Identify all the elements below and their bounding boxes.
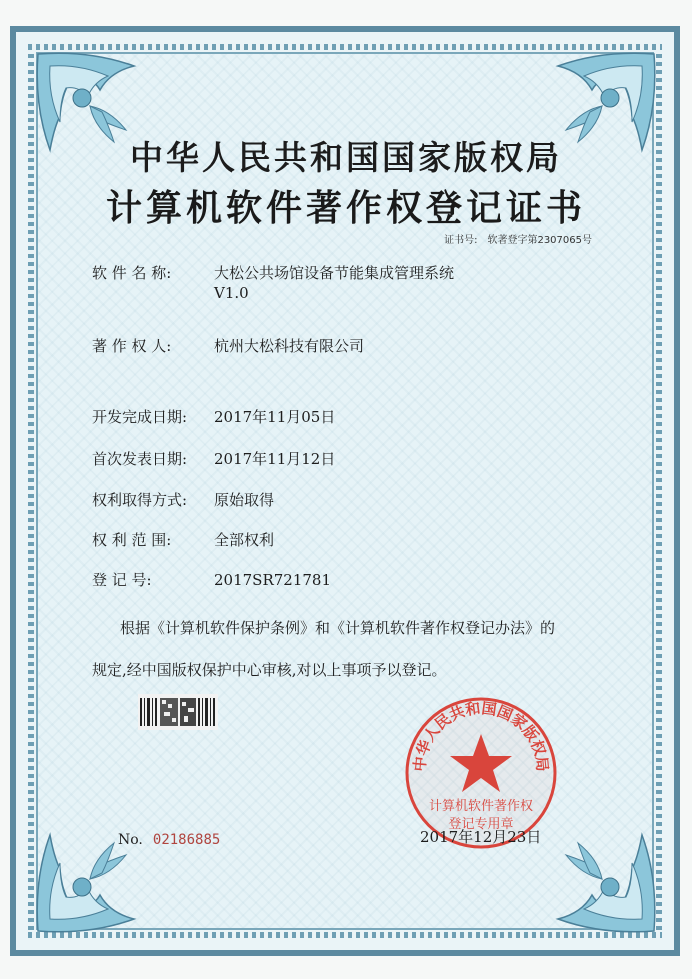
field-value: 大松公共场馆设备节能集成管理系统 [214, 264, 455, 282]
certificate-number-value: 软著登字第2307065号 [487, 235, 592, 246]
field-acquisition-method [92, 489, 274, 510]
serial-value: 02186885 [152, 832, 221, 848]
statement-line-2: 规定,经中国版权保护中心审核,对以上事项予以登记。 [92, 661, 447, 679]
field-label: 软 件 名 称: [92, 264, 172, 282]
field-development-date [92, 406, 335, 427]
field-value: 2017年11月05日 [214, 408, 336, 426]
seal-date: 2017年12月23日 [420, 828, 542, 846]
field-publish-date [92, 448, 335, 469]
field-label: 登 记 号: [92, 571, 152, 589]
certificate-title: 计算机软件著作权登记证书 [105, 187, 586, 229]
serial-number [118, 832, 220, 848]
field-label: 开发完成日期: [92, 408, 188, 426]
field-value: 杭州大松科技有限公司 [214, 337, 365, 355]
certificate-number-label: 证书号: [444, 235, 478, 246]
corner-ornament-icon [542, 819, 662, 939]
certificate-number [444, 231, 592, 246]
seal-ring-text: 中华人民共和国国家版权局 [410, 699, 552, 773]
field-value: 全部权利 [214, 531, 275, 549]
field-value: 原始取得 [214, 491, 275, 509]
statement-paragraph [92, 607, 612, 691]
field-value: 2017SR721781 [214, 571, 332, 589]
seal-line-1: 计算机软件著作权 [428, 799, 534, 814]
field-value: 2017年11月12日 [214, 450, 336, 468]
field-registration-number [92, 569, 331, 590]
field-software-name [92, 262, 454, 283]
issuer-title: 中华人民共和国国家版权局 [130, 138, 562, 177]
field-copyright-owner [92, 335, 364, 356]
field-label: 权 利 范 围: [92, 531, 172, 549]
field-label: 首次发表日期: [92, 450, 188, 468]
field-software-version: V1.0 [214, 284, 249, 302]
field-label: 著 作 权 人: [92, 337, 172, 355]
field-rights-scope [92, 529, 274, 550]
serial-prefix: No. [118, 832, 143, 848]
statement-line-1 [92, 607, 612, 649]
statement-text: 根据《计算机软件保护条例》和《计算机软件著作权登记办法》的 [120, 619, 556, 637]
field-label: 权利取得方式: [92, 491, 188, 509]
barcode-icon [138, 694, 218, 730]
seal-line-2: 登记专用章 [448, 817, 514, 832]
